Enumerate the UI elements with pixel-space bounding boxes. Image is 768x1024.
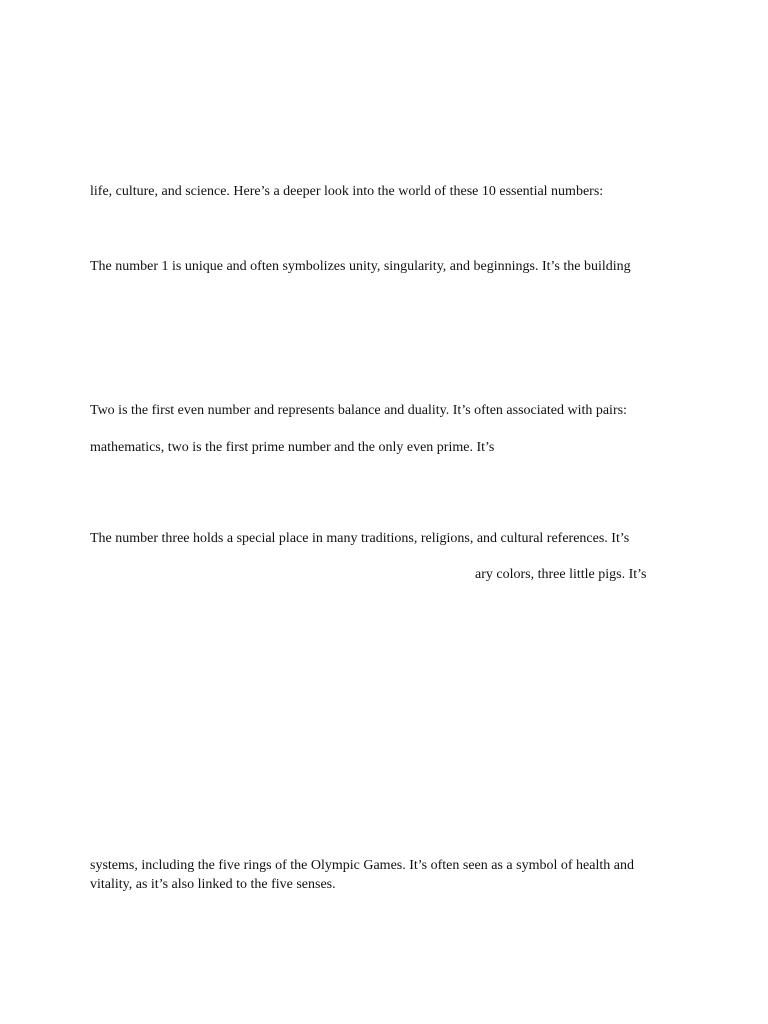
text-line-number-one: The number 1 is unique and often symbolizes unity, singularity, and beginnings. It’s the building (90, 259, 631, 274)
text-line-number-three-fragment: ary colors, three little pigs. It’s (475, 567, 647, 582)
text-line-number-five: systems, including the five rings of the Olympic Games. It’s often seen as a symbol of health and (90, 858, 634, 873)
text-line-number-two-math: mathematics, two is the first prime number and the only even prime. It’s (90, 440, 495, 455)
text-line-number-two: Two is the first even number and represents balance and duality. It’s often associated with pairs: (90, 403, 627, 418)
text-line-intro: life, culture, and science. Here’s a deeper look into the world of these 10 essential numbers: (90, 184, 604, 199)
text-line-number-five-senses: vitality, as it’s also linked to the five senses. (90, 877, 336, 892)
text-line-number-three: The number three holds a special place in many traditions, religions, and cultural references. It’s (90, 531, 630, 546)
